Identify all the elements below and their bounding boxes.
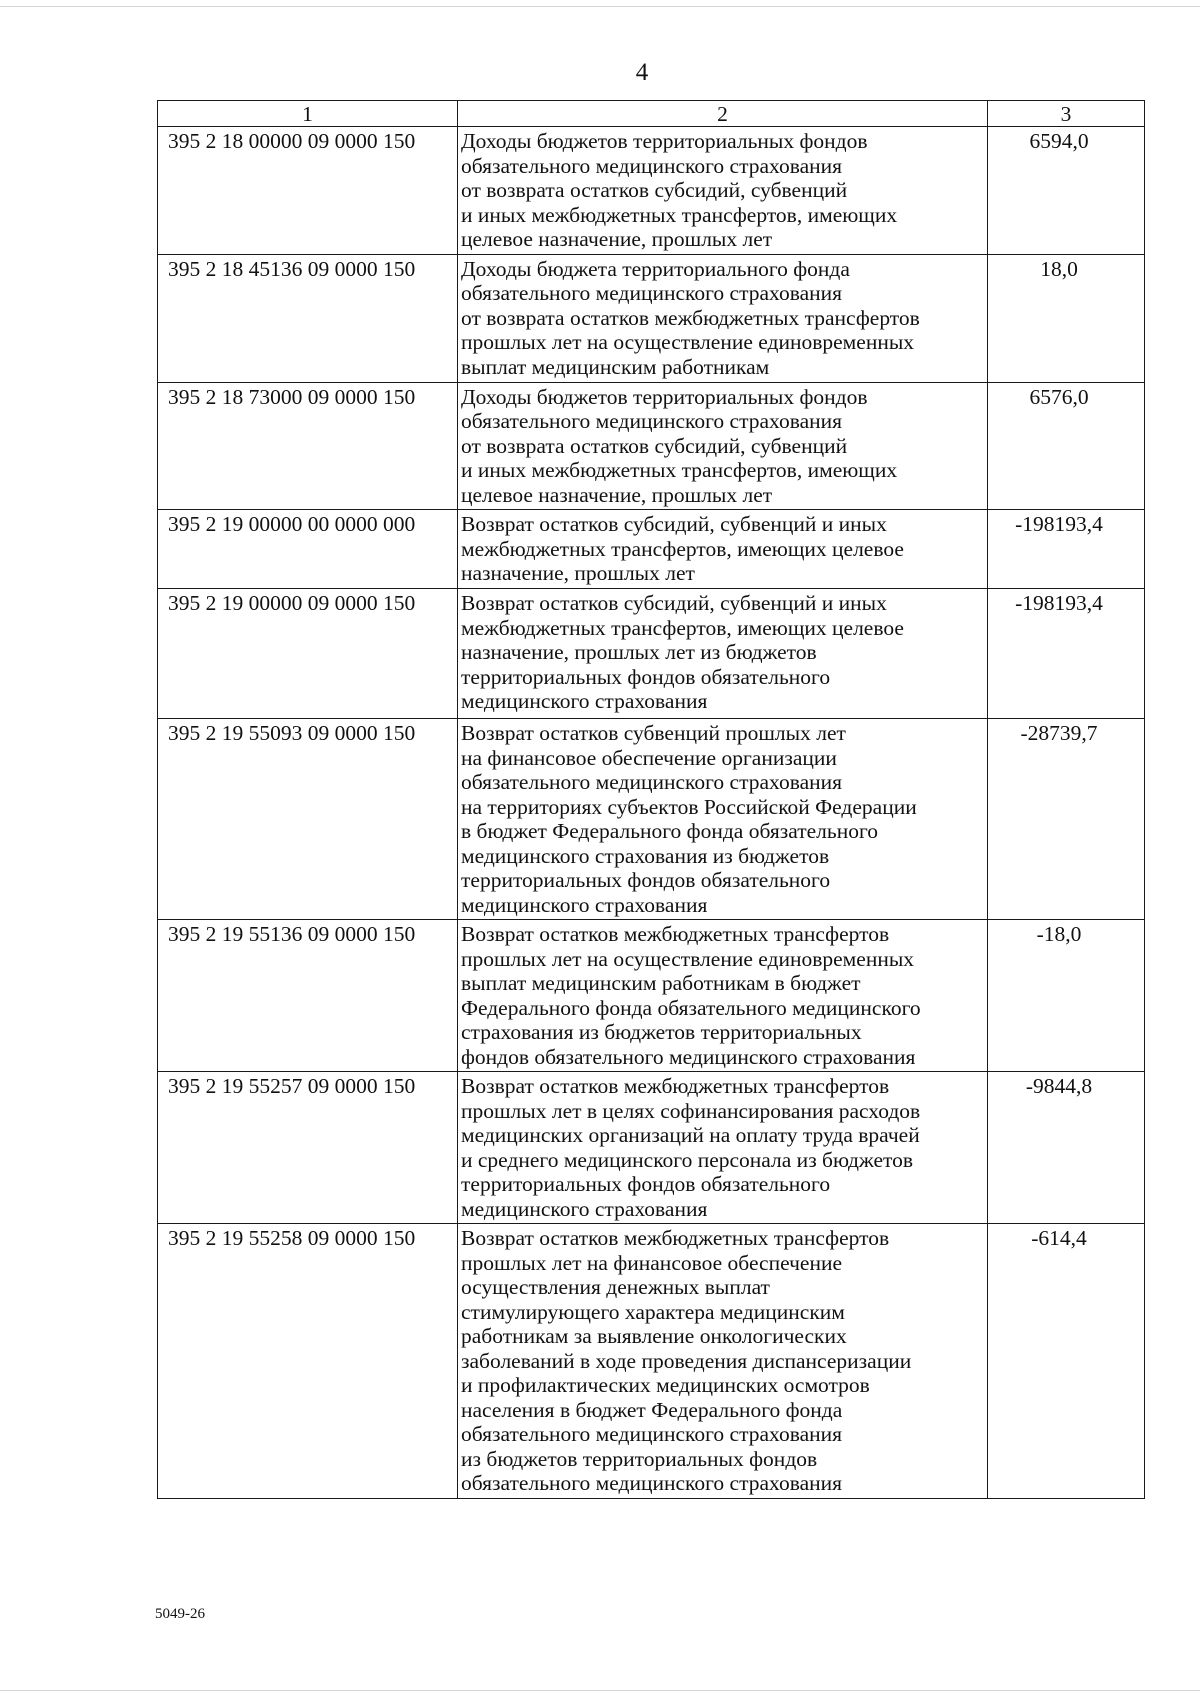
table-row xyxy=(158,1072,1145,1224)
table-row xyxy=(158,589,1145,719)
table-row xyxy=(158,510,1145,589)
amount-cell: 6594,0 xyxy=(988,127,1145,255)
table-row xyxy=(158,920,1145,1072)
scan-bottom-edge xyxy=(0,1690,1200,1691)
budget-code-cell: 395 2 19 55257 09 0000 150 xyxy=(158,1072,458,1224)
description-cell: Возврат остатков субсидий, субвенций и иных межбюджетных трансфертов, имеющих целевое назначение, прошлых лет из бюджетов территориальных фондов обязательного медицинского страхования xyxy=(458,589,988,719)
budget-code-cell: 395 2 19 00000 00 0000 000 xyxy=(158,510,458,589)
budget-code-cell: 395 2 19 55136 09 0000 150 xyxy=(158,920,458,1072)
page-number: 4 xyxy=(635,59,649,86)
description-cell: Возврат остатков межбюджетных трансфертов прошлых лет на финансовое обеспечение осуществления денежных выплат стимулирующего характера медицинским работникам за выявление онкологических заболеваний в ходе проведения диспансеризации и профилактических медицинских осмотров населения в бюджет Федерального фонда обязательного медицинского страхования из бюджетов территориальных фондов обязательного медицинского страхования xyxy=(458,1224,988,1499)
column-header-code: 1 xyxy=(158,101,458,127)
description-cell: Возврат остатков межбюджетных трансфертов прошлых лет на осуществление единовременных выплат медицинским работникам в бюджет Федерального фонда обязательного медицинского страхования из бюджетов территориальных фондов обязательного медицинского страхования xyxy=(458,920,988,1072)
amount-cell: -28739,7 xyxy=(988,719,1145,920)
description-cell: Доходы бюджетов территориальных фондов обязательного медицинского страхования от возврата остатков субсидий, субвенций и иных межбюджетных трансфертов, имеющих целевое назначение, прошлых лет xyxy=(458,382,988,510)
amount-cell: 18,0 xyxy=(988,254,1145,382)
column-header-amount: 3 xyxy=(988,101,1145,127)
table-row xyxy=(158,719,1145,920)
amount-cell: -9844,8 xyxy=(988,1072,1145,1224)
budget-code-cell: 395 2 19 55093 09 0000 150 xyxy=(158,719,458,920)
budget-code-cell: 395 2 18 45136 09 0000 150 xyxy=(158,254,458,382)
table-header-row xyxy=(158,101,1145,127)
scan-top-edge xyxy=(0,6,1200,7)
budget-code-cell: 395 2 18 73000 09 0000 150 xyxy=(158,382,458,510)
amount-cell: -18,0 xyxy=(988,920,1145,1072)
budget-code-cell: 395 2 19 00000 09 0000 150 xyxy=(158,589,458,719)
budget-revenue-table xyxy=(157,100,1145,1499)
amount-cell: -614,4 xyxy=(988,1224,1145,1499)
table-row xyxy=(158,127,1145,255)
amount-cell: -198193,4 xyxy=(988,589,1145,719)
description-cell: Доходы бюджета территориального фонда обязательного медицинского страхования от возврата остатков межбюджетных трансфертов прошлых лет на осуществление единовременных выплат медицинским работникам xyxy=(458,254,988,382)
table-row xyxy=(158,254,1145,382)
budget-code-cell: 395 2 18 00000 09 0000 150 xyxy=(158,127,458,255)
document-id: 5049-26 xyxy=(155,1606,205,1622)
description-cell: Возврат остатков субвенций прошлых лет на финансовое обеспечение организации обязательного медицинского страхования на территориях субъектов Российской Федерации в бюджет Федерального фонда обязательного медицинского страхования из бюджетов территориальных фондов обязательного медицинского страхования xyxy=(458,719,988,920)
budget-code-cell: 395 2 19 55258 09 0000 150 xyxy=(158,1224,458,1499)
description-cell: Возврат остатков субсидий, субвенций и иных межбюджетных трансфертов, имеющих целевое назначение, прошлых лет xyxy=(458,510,988,589)
table-row xyxy=(158,1224,1145,1499)
amount-cell: -198193,4 xyxy=(988,510,1145,589)
amount-cell: 6576,0 xyxy=(988,382,1145,510)
table-row xyxy=(158,382,1145,510)
description-cell: Возврат остатков межбюджетных трансфертов прошлых лет в целях софинансирования расходов медицинских организаций на оплату труда врачей и среднего медицинского персонала из бюджетов территориальных фондов обязательного медицинского страхования xyxy=(458,1072,988,1224)
column-header-description: 2 xyxy=(458,101,988,127)
description-cell: Доходы бюджетов территориальных фондов обязательного медицинского страхования от возврата остатков субсидий, субвенций и иных межбюджетных трансфертов, имеющих целевое назначение, прошлых лет xyxy=(458,127,988,255)
